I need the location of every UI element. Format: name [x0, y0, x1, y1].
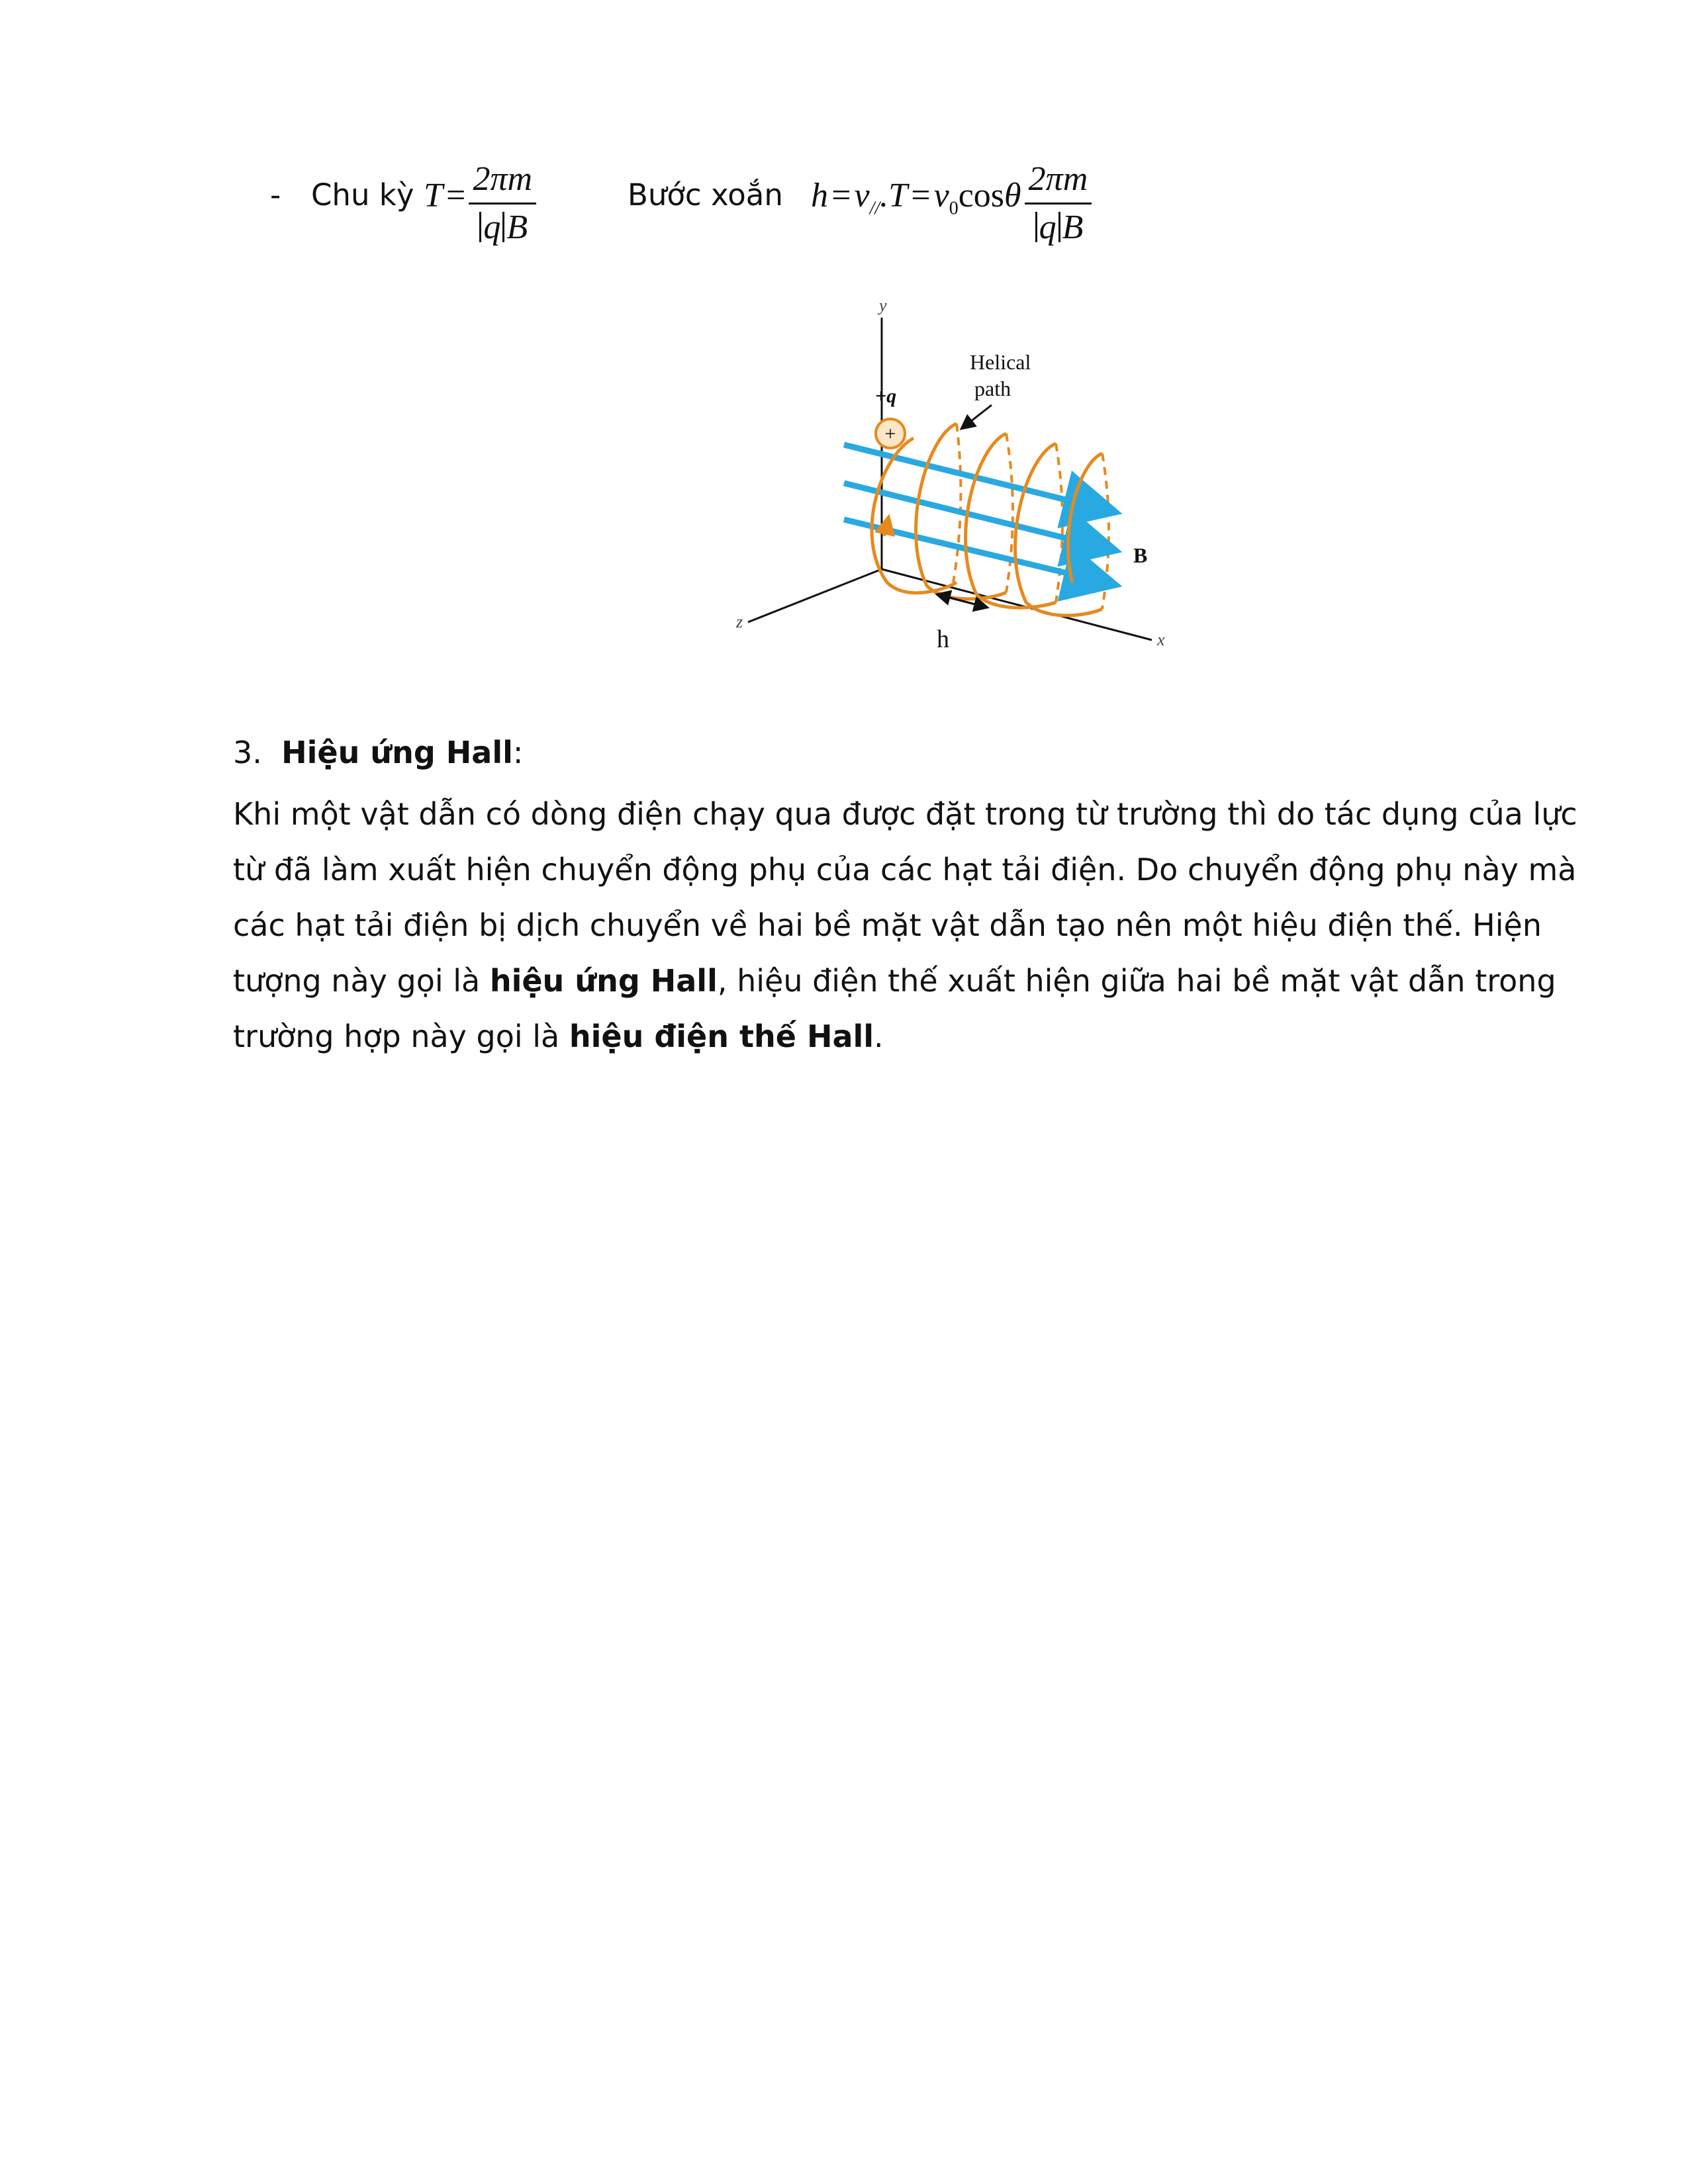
helical-label-line1: Helical	[970, 350, 1031, 374]
period-numerator: 2πm	[469, 156, 536, 205]
paragraph-text-3: .	[874, 1019, 884, 1054]
equals-sign-2: =	[911, 177, 931, 214]
section-title: Hiệu ứng Hall	[281, 735, 513, 770]
charge-plus-sign: +	[884, 423, 896, 445]
axis-label-y: y	[879, 296, 887, 315]
period-lhs: T	[424, 177, 443, 214]
pitch-label-h: h	[937, 625, 949, 653]
hall-effect-paragraph	[233, 786, 1597, 1064]
field-b: B	[506, 208, 528, 246]
period-denominator	[469, 205, 536, 251]
helical-pointer-arrow	[961, 405, 992, 429]
axis-label-x: x	[1157, 630, 1165, 649]
period-formula	[424, 156, 536, 251]
pitch-v0: $v_0$	[933, 177, 959, 219]
pitch-numerator: 2πm	[1025, 156, 1092, 205]
bullet-dash: -	[270, 177, 281, 212]
z-axis	[748, 569, 882, 622]
pitch-cos: cos	[958, 177, 1005, 214]
field-label-b: B	[1133, 543, 1148, 567]
pitch-label: Bước xoắn	[628, 177, 783, 212]
helix-direction-arrow	[884, 524, 887, 536]
pitch-theta: θ	[1004, 177, 1021, 214]
paragraph-text-1: Khi một vật dẫn có dòng điện chạy qua được đặt trong từ trường thì do tác dụng của lực từ đã làm xuất hiện chuyển động phụ của các hạt tải điện. Do chuyển động phụ này mà các hạt tải điện bị dịch chuyển về hai bề mặt vật dẫn tạo nên một hiệu điện thế. Hiện tượng này gọi là	[233, 796, 1577, 999]
pitch-formula	[811, 156, 1092, 251]
pitch-denominator: q B	[1025, 205, 1092, 251]
pitch-h: h	[811, 177, 828, 214]
period-fraction	[469, 156, 536, 251]
section-heading	[233, 735, 523, 770]
helical-path-figure	[728, 291, 1192, 668]
equals-sign-1: =	[831, 177, 851, 214]
pitch-fraction	[1025, 156, 1092, 251]
term-hall-effect: hiệu ứng Hall	[489, 963, 718, 999]
pitch-v-parallel: $v_{//}$	[854, 177, 880, 219]
charge-label: +q	[875, 385, 897, 407]
charge-q: q	[483, 208, 501, 246]
helical-label-line2: path	[974, 377, 1011, 400]
pitch-dot-t: .T	[880, 177, 908, 214]
section-colon: :	[512, 735, 524, 770]
paragraph-text-2: , hiệu điện thế xuất hiện giữa hai bề mặt vật dẫn trong trường hợp này gọi là	[233, 963, 1556, 1054]
period-label: Chu kỳ	[311, 177, 414, 212]
section-number: 3.	[233, 735, 262, 770]
term-hall-voltage: hiệu điện thế Hall	[569, 1019, 874, 1054]
axis-label-z: z	[736, 612, 743, 631]
equals-sign: =	[446, 177, 466, 214]
